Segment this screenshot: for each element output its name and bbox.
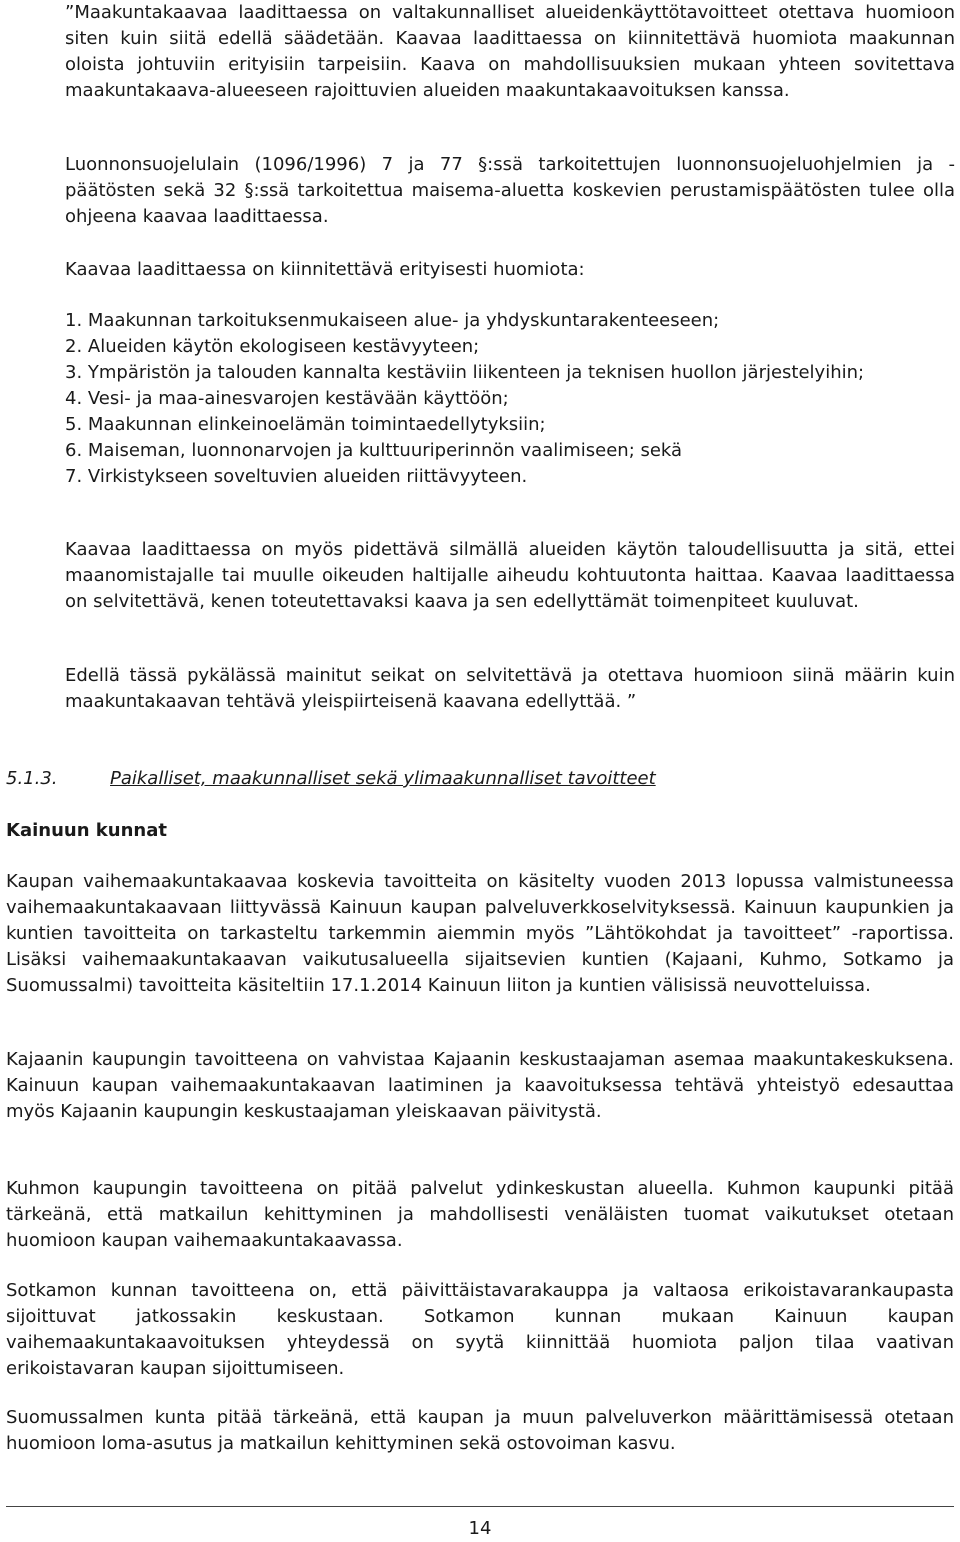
quote-list xyxy=(65,308,955,490)
quote-paragraph-4: Kaavaa laadittaessa on myös pidettävä silmällä alueiden käytön taloudellisuutta ja sitä, ettei maanomistajalle tai muulle oikeuden haltijalle aiheudu kohtuutonta haittaa. Kaavaa laadittaessa on selvitettävä, kenen toteutettavaksi kaava ja sen edellyttämät toimenpiteet kuuluvat. xyxy=(65,539,955,612)
section-title: Paikalliset, maakunnalliset sekä ylimaakunnalliset tavoitteet xyxy=(110,768,656,789)
body-paragraph-5: Suomussalmen kunta pitää tärkeänä, että kaupan ja muun palveluverkon määrittämisessä otetaan huomioon loma-asutus ja matkailun kehittyminen sekä ostovoiman kasvu. xyxy=(6,1407,954,1454)
body-paragraph-2: Kajaanin kaupungin tavoitteena on vahvistaa Kajaanin keskustaajaman asemaa maakuntakeskuksena. Kainuun kaupan vaihemaakuntakaavan laatiminen ja kaavoituksessa tehtävä yhteistyö edesauttaa myös Kajaanin kaupungin keskustaajaman yleiskaavan päivitystä. xyxy=(6,1049,954,1122)
list-item: 5. Maakunnan elinkeinoelämän toimintaedellytyksiin; xyxy=(65,414,546,435)
section-number: 5.1.3. xyxy=(6,768,58,789)
list-item: 7. Virkistykseen soveltuvien alueiden riittävyyteen. xyxy=(65,466,528,487)
page-number: 14 xyxy=(468,1518,492,1539)
footer-divider xyxy=(6,1506,954,1507)
list-item: 1. Maakunnan tarkoituksenmukaiseen alue- ja yhdyskuntarakenteeseen; xyxy=(65,310,720,331)
body-paragraph-3: Kuhmon kaupungin tavoitteena on pitää palvelut ydinkeskustan alueella. Kuhmon kaupunki pitää tärkeänä, että matkailun kehittyminen ja mahdollisesti venäläisten tuomat vaikutukset otetaan huomioon kaupan vaihemaakuntakaavassa. xyxy=(6,1178,954,1251)
list-item: 4. Vesi- ja maa-ainesvarojen kestävään käyttöön; xyxy=(65,388,509,409)
body-paragraph-4: Sotkamon kunnan tavoitteena on, että päivittäistavarakauppa ja valtaosa erikoistavarankaupasta sijoittuvat jatkossakin keskustaan. Sotkamon kunnan mukaan Kainuun kaupan vaihemaakuntakaavoituksen yhteydessä on syytä kiinnittää huomiota paljon tilaa vaativan erikoistavaran kaupan sijoittumiseen. xyxy=(6,1280,954,1379)
list-item: 2. Alueiden käytön ekologiseen kestävyyteen; xyxy=(65,336,480,357)
quote-paragraph-5: Edellä tässä pykälässä mainitut seikat on selvitettävä ja otettava huomioon siinä määrin kuin maakuntakaavan tehtävä yleispiirteisenä kaavana edellyttää. ” xyxy=(65,665,955,712)
subheading: Kainuun kunnat xyxy=(6,820,167,841)
quote-paragraph-1: ”Maakuntakaavaa laadittaessa on valtakunnalliset alueidenkäyttötavoitteet otettava huomioon siten kuin siitä edellä säädetään. Kaavaa laadittaessa on kiinnitettävä huomiota maakunnan oloista johtuviin erityisiin tarpeisiin. Kaava on mahdollisuuksien mukaan yhteen sovitettava maakuntakaava-alueeseen rajoittuvien alueiden maakuntakaavoituksen kanssa. xyxy=(65,2,955,101)
quote-paragraph-3: Kaavaa laadittaessa on kiinnitettävä erityisesti huomiota: xyxy=(65,259,585,280)
list-item: 3. Ympäristön ja talouden kannalta kestäviin liikenteen ja teknisen huollon järjestelyihin; xyxy=(65,362,865,383)
body-paragraph-1: Kaupan vaihemaakuntakaavaa koskevia tavoitteita on käsitelty vuoden 2013 lopussa valmistuneessa vaihemaakuntakaavaan liittyvässä Kainuun kaupan palveluverkkoselvityksessä. Kainuun kaupunkien ja kuntien tavoitteita on tarkasteltu tarkemmin aiemmin myös ”Lähtökohdat ja tavoitteet” -raportissa. Lisäksi vaihemaakuntakaavan vaikutusalueella sijaitsevien kuntien (Kajaani, Kuhmo, Sotkamo ja Suomussalmi) tavoitteita käsiteltiin 17.1.2014 Kainuun liiton ja kuntien välisissä neuvotteluissa. xyxy=(6,871,954,996)
quote-paragraph-2: Luonnonsuojelulain (1096/1996) 7 ja 77 §:ssä tarkoitettujen luonnonsuojeluohjelmien ja -päätösten sekä 32 §:ssä tarkoitettua maisema-aluetta koskevien perustamispäätösten tulee olla ohjeena kaavaa laadittaessa. xyxy=(65,154,955,227)
section-heading xyxy=(6,766,656,792)
list-item: 6. Maiseman, luonnonarvojen ja kulttuuriperinnön vaalimiseen; sekä xyxy=(65,440,683,461)
